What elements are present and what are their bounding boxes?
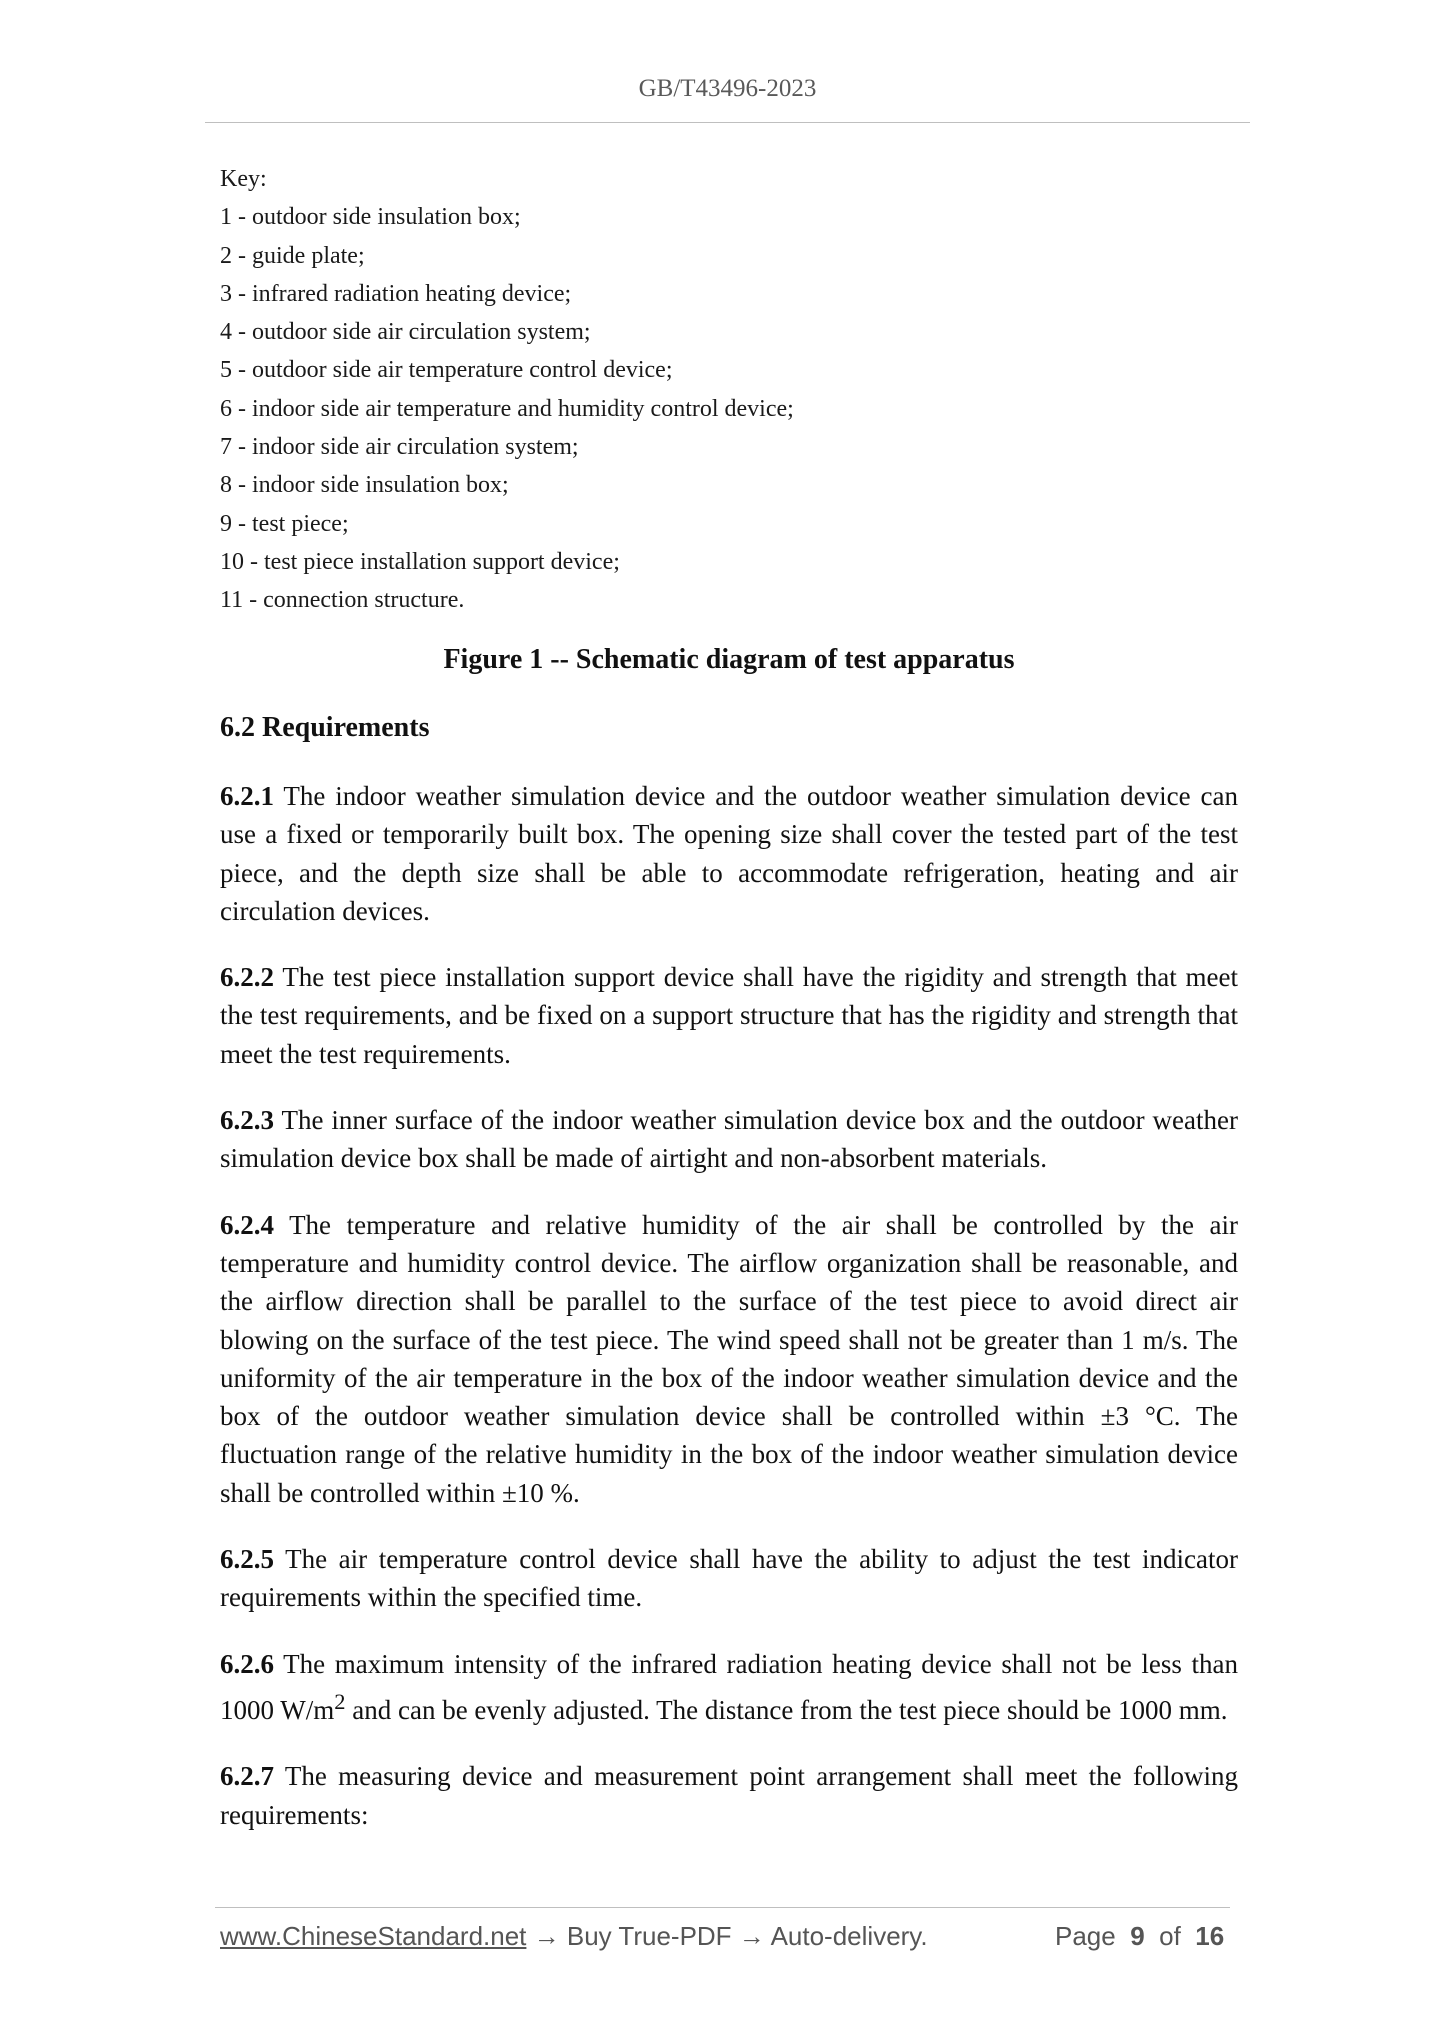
key-item: 3 - infrared radiation heating device;	[220, 280, 572, 307]
unit-superscript: 2	[334, 1688, 346, 1714]
clause-text: The temperature and relative humidity of the air shall be controlled by the air temperature and humidity control device. The airflow organization shall be reasonable, and the airflow direction shall be parallel to the surface of the test piece to avoid direct air blowing on the surface of the test piece. The wind speed shall not be greater than 1 m/s. The uniformity of the air temperature in the box of the indoor weather simulation device and the box of the outdoor weather simulation device shall be controlled within ±3 °C. The fluctuation range of the relative humidity in the box of the indoor weather simulation device shall be controlled within ±10 %.	[220, 1209, 1238, 1508]
key-item: 10 - test piece installation support device;	[220, 548, 620, 575]
current-page-number: 9	[1130, 1921, 1145, 1951]
clause-number: 6.2.6	[220, 1648, 274, 1679]
clause-text: The indoor weather simulation device and the outdoor weather simulation device can use a fixed or temporarily built box. The opening size shall cover the tested part of the test piece, and the depth size shall be able to accommodate refrigeration, heating and air circulation devices.	[220, 781, 1238, 926]
page-counter	[1055, 1921, 1224, 1952]
key-item: 1 - outdoor side insulation box;	[220, 204, 521, 231]
clause-text: The inner surface of the indoor weather simulation device box and the outdoor weather simulation device box shall be made of airtight and non-absorbent materials.	[220, 1105, 1238, 1174]
clause-number: 6.2.4	[220, 1209, 274, 1240]
clause-list	[220, 777, 1238, 1834]
key-item: 4 - outdoor side air circulation system;	[220, 319, 591, 346]
document-header-id: GB/T43496-2023	[638, 75, 817, 102]
clause-text: The test piece installation support device shall have the rigidity and strength that meet the test requirements, and be fixed on a support structure that has the rigidity and strength that meet the test requirements.	[220, 962, 1238, 1069]
clause-number: 6.2.7	[220, 1761, 274, 1792]
clause-6-2-3	[220, 1101, 1238, 1178]
key-item: 6 - indoor side air temperature and humidity control device;	[220, 395, 794, 422]
clause-number: 6.2.1	[220, 781, 274, 811]
clause-6-2-1	[220, 777, 1238, 930]
clause-text: The measuring device and measurement point arrangement shall meet the following requirements:	[220, 1761, 1238, 1830]
section-heading: 6.2 Requirements	[220, 712, 430, 743]
header-divider	[205, 122, 1250, 123]
clause-6-2-7	[220, 1757, 1238, 1834]
clause-text: and can be evenly adjusted. The distance from the test piece should be 1000 mm.	[345, 1694, 1228, 1725]
footer-promo-text: → Buy True-PDF → Auto-delivery.	[526, 1921, 928, 1951]
key-title: Key:	[220, 166, 267, 192]
figure-caption: Figure 1 -- Schematic diagram of test apparatus	[443, 644, 1015, 675]
clause-text: The air temperature control device shall have the ability to adjust the test indicator requirements within the specified time.	[220, 1544, 1238, 1613]
key-item: 7 - indoor side air circulation system;	[220, 434, 579, 461]
page-label: Page	[1055, 1921, 1116, 1951]
clause-6-2-2	[220, 958, 1238, 1073]
page-of-label: of	[1159, 1921, 1181, 1951]
key-item: 11 - connection structure.	[220, 587, 465, 614]
key-item: 8 - indoor side insulation box;	[220, 472, 509, 499]
figure-key	[220, 160, 794, 620]
key-item: 5 - outdoor side air temperature control device;	[220, 357, 673, 384]
clause-number: 6.2.2	[220, 962, 274, 993]
clause-6-2-4	[220, 1206, 1238, 1512]
key-item: 9 - test piece;	[220, 510, 349, 537]
clause-number: 6.2.3	[220, 1105, 274, 1136]
key-item: 2 - guide plate;	[220, 242, 365, 269]
clause-6-2-5	[220, 1540, 1238, 1617]
clause-6-2-6	[220, 1645, 1238, 1730]
clause-number: 6.2.5	[220, 1544, 274, 1575]
total-pages-number: 16	[1195, 1921, 1225, 1951]
clause-text: The maximum intensity of the infrared radiation heating device shall not be less than 1000 W/m	[220, 1648, 1238, 1725]
footer-promo	[220, 1921, 928, 1952]
website-link[interactable]: www.ChineseStandard.net	[220, 1921, 527, 1951]
footer-divider	[215, 1907, 1230, 1908]
